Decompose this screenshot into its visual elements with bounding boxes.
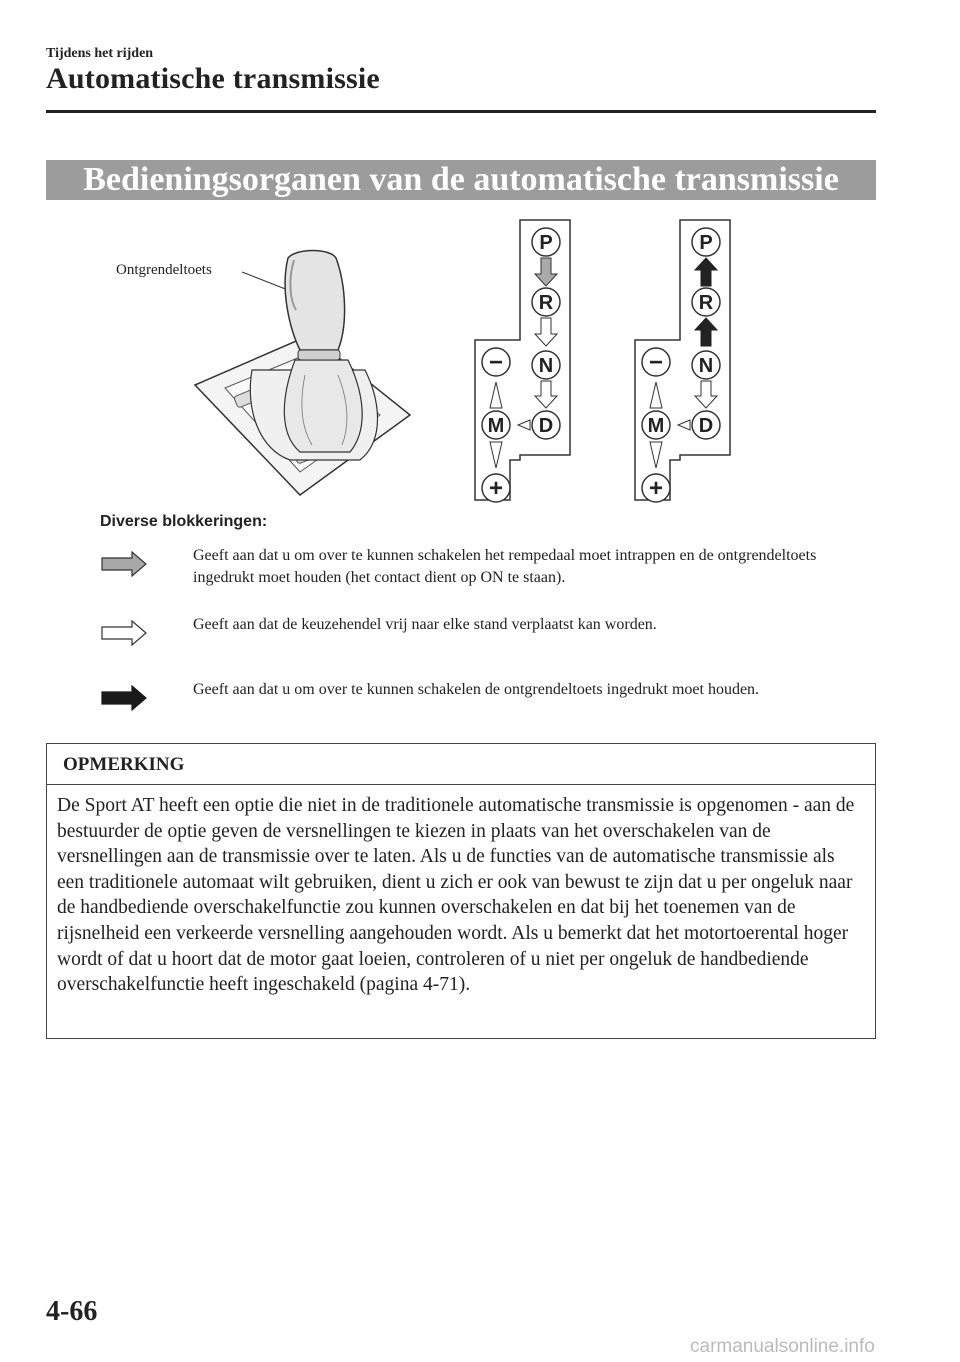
- svg-text:N: N: [538, 355, 554, 377]
- note-box: [46, 743, 876, 1039]
- note-body: De Sport AT heeft een optie die niet in de traditionele automatische transmissie is opgenomen - aan de bestuurder de optie geven de versnellingen te kiezen in plaats van het overschakelen van de versnellingen aan de transmissie over te laten. Als u de functies van de automatische transmissie als een traditionele automaat wilt gebruiken, dient u zich er ook van bewust te zijn dat u per ongeluk naar de handbediende overschakelfunctie zou kunnen overschakelen en dat bij het toenemen van de rijsnelheid een verkeerde versnelling aangehouden wordt. Als u bemerkt dat het motortoerental hoger wordt of dat u hoort dat de motor gaat loeien, controleren of u niet per ongeluk de handbediende overschakelfunctie heeft ingeschakeld (pagina 4-71).: [57, 795, 855, 996]
- svg-text:P: P: [699, 232, 713, 254]
- legend-item: [100, 679, 820, 729]
- shift-console-illustration: [195, 251, 410, 496]
- legend-text: Geeft aan dat u om over te kunnen schakelen het rempedaal moet intrappen en de ontgrendeltoets ingedrukt moet houden (het contact dient op ON te staan).: [193, 547, 817, 586]
- svg-text:M: M: [487, 415, 505, 437]
- svg-text:−: −: [648, 349, 664, 376]
- outline-arrow-icon: [100, 620, 148, 646]
- section-banner: Bedieningsorganen van de automatische transmissie: [46, 160, 876, 200]
- grey-arrow-icon: [100, 551, 148, 577]
- svg-text:R: R: [538, 292, 554, 314]
- note-heading: OPMERKING: [47, 744, 875, 785]
- svg-text:R: R: [698, 292, 714, 314]
- svg-text:P: P: [539, 232, 553, 254]
- legend-item: [100, 545, 820, 595]
- svg-text:D: D: [698, 415, 714, 437]
- section-label: Tijdens het rijden: [46, 46, 154, 61]
- watermark: carmanualsonline.info: [690, 1336, 875, 1357]
- svg-text:+: +: [488, 475, 504, 502]
- chapter-title: Automatische transmissie: [46, 62, 380, 95]
- black-arrow-icon: [100, 685, 148, 711]
- shift-lever-figure: [100, 210, 740, 510]
- legend-text: Geeft aan dat u om over te kunnen schakelen de ontgrendeltoets ingedrukt moet houden.: [193, 681, 760, 698]
- shift-gate-diagram-1: [475, 220, 570, 502]
- svg-text:N: N: [698, 355, 714, 377]
- shift-gate-diagram-2: [635, 220, 730, 502]
- svg-text:D: D: [538, 415, 554, 437]
- svg-text:M: M: [647, 415, 665, 437]
- header-divider: [46, 110, 876, 113]
- release-button-callout: Ontgrendeltoets: [116, 262, 212, 278]
- legend-item: [100, 614, 820, 664]
- svg-text:−: −: [488, 349, 504, 376]
- legend-title: Diverse blokkeringen:: [100, 513, 268, 530]
- page-number: 4-66: [46, 1296, 98, 1327]
- svg-text:+: +: [648, 475, 664, 502]
- legend-text: Geeft aan dat de keuzehendel vrij naar elke stand verplaatst kan worden.: [193, 616, 657, 633]
